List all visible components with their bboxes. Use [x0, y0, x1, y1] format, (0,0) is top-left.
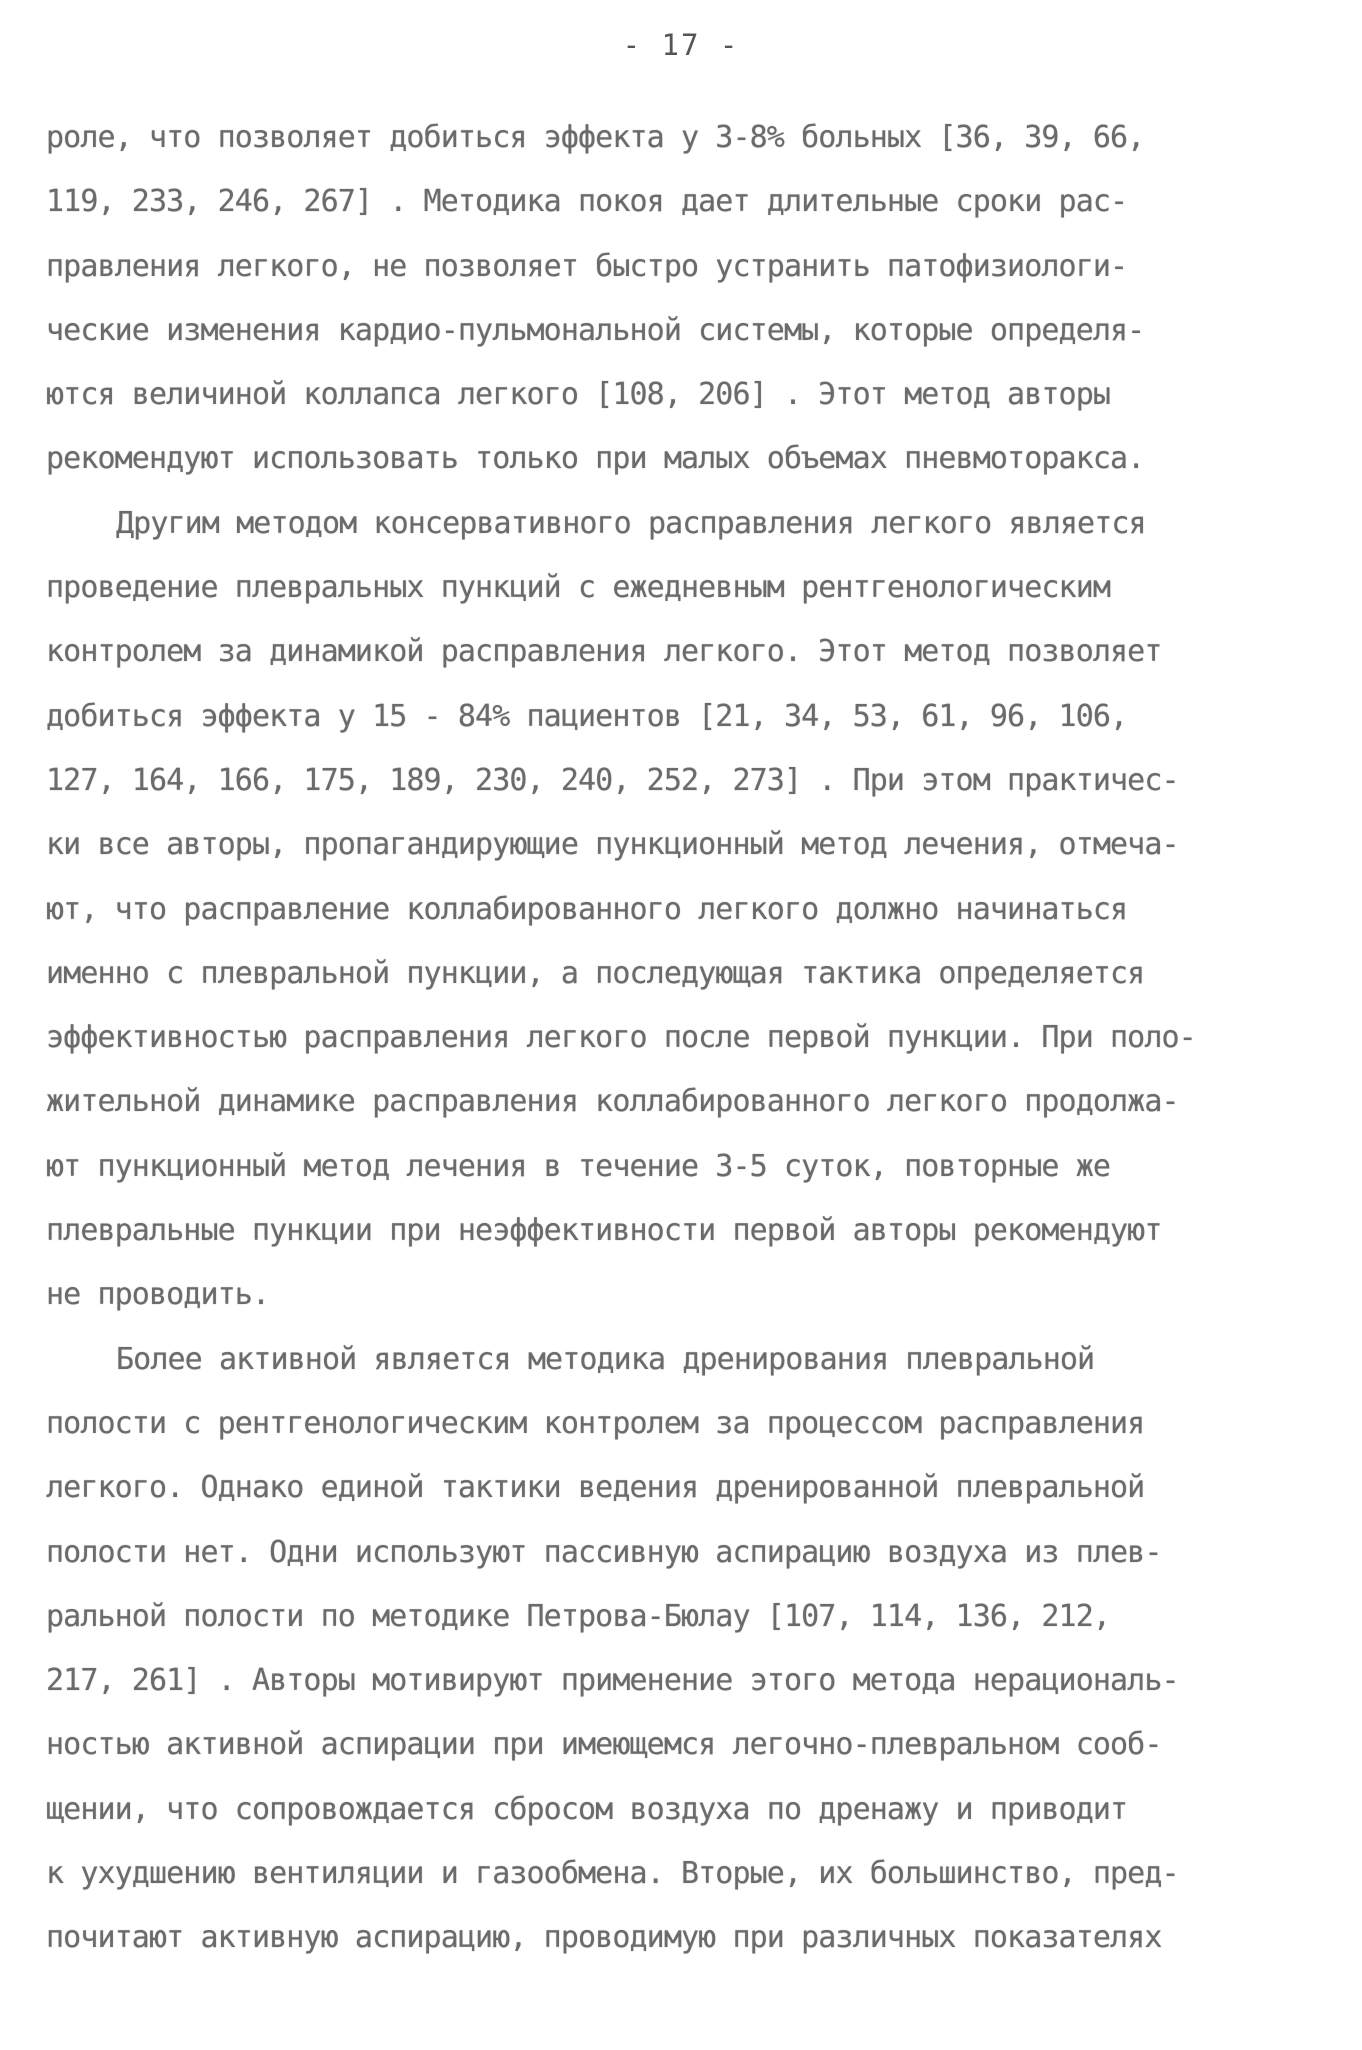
text-line: именно с плевральной пункции, а последующая тактика определяется [46, 955, 1145, 991]
text-line: ки все авторы, пропагандирующие пункционный метод лечения, отмеча- [46, 827, 1179, 863]
text-line: 119, 233, 246, 267] . Методика покоя дает длительные сроки рас- [46, 184, 1128, 220]
text-line: полости нет. Одни используют пассивную аспирацию воздуха из плев- [46, 1534, 1162, 1570]
text-line: ческие изменения кардио-пульмональной системы, которые определя- [46, 312, 1145, 348]
text-line: ют, что расправление коллабированного легкого должно начинаться [46, 891, 1128, 927]
text-line: роле, что позволяет добиться эффекта у 3-8% больных [36, 39, 66, [46, 120, 1145, 155]
text-line: легкого. Однако единой тактики ведения дренированной плевральной [46, 1470, 1145, 1506]
page-number: - 17 - [622, 28, 740, 62]
text-line: щении, что сопровождается сбросом воздуха по дренажу и приводит [46, 1791, 1128, 1827]
text-line: Другим методом консервативного расправления легкого является [116, 505, 1146, 541]
text-line: к ухудшению вентиляции и газообмена. Вторые, их большинство, пред- [46, 1856, 1179, 1892]
text-line: жительной динамике расправления коллабированного легкого продолжа- [46, 1084, 1179, 1120]
text-line: ются величиной коллапса легкого [108, 206] . Этот метод авторы [46, 377, 1111, 413]
body-text [46, 106, 1286, 1971]
text-line: почитают активную аспирацию, проводимую при различных показателях [46, 1920, 1162, 1956]
text-line: добиться эффекта у 15 - 84% пациентов [21, 34, 53, 61, 96, 106, [46, 698, 1128, 734]
text-line: 127, 164, 166, 175, 189, 230, 240, 252, 273] . При этом практичес- [46, 762, 1179, 798]
text-line: проведение плевральных пункций с ежедневным рентгенологическим [46, 570, 1111, 606]
text-line: ностью активной аспирации при имеющемся легочно-плевральном сооб- [46, 1727, 1162, 1763]
text-line: Более активной является методика дренирования плевральной [116, 1341, 1095, 1377]
text-line: полости с рентгенологическим контролем за процессом расправления [46, 1405, 1145, 1441]
text-line: 217, 261] . Авторы мотивируют применение этого метода нерациональ- [46, 1663, 1179, 1699]
text-line: правления легкого, не позволяет быстро устранить патофизиологи- [46, 248, 1128, 284]
text-line: плевральные пункции при неэффективности первой авторы рекомендуют [46, 1213, 1162, 1249]
text-line: рекомендуют использовать только при малых объемах пневмоторакса. [46, 441, 1145, 477]
text-line: ральной полости по методике Петрова-Бюлау [107, 114, 136, 212, [46, 1598, 1111, 1634]
text-line: ют пункционный метод лечения в течение 3-5 суток, повторные же [46, 1148, 1111, 1184]
text-line: контролем за динамикой расправления легкого. Этот метод позволяет [46, 634, 1162, 670]
text-line: не проводить. [46, 1277, 270, 1313]
text-line: эффективностью расправления легкого после первой пункции. При поло- [46, 1020, 1196, 1056]
